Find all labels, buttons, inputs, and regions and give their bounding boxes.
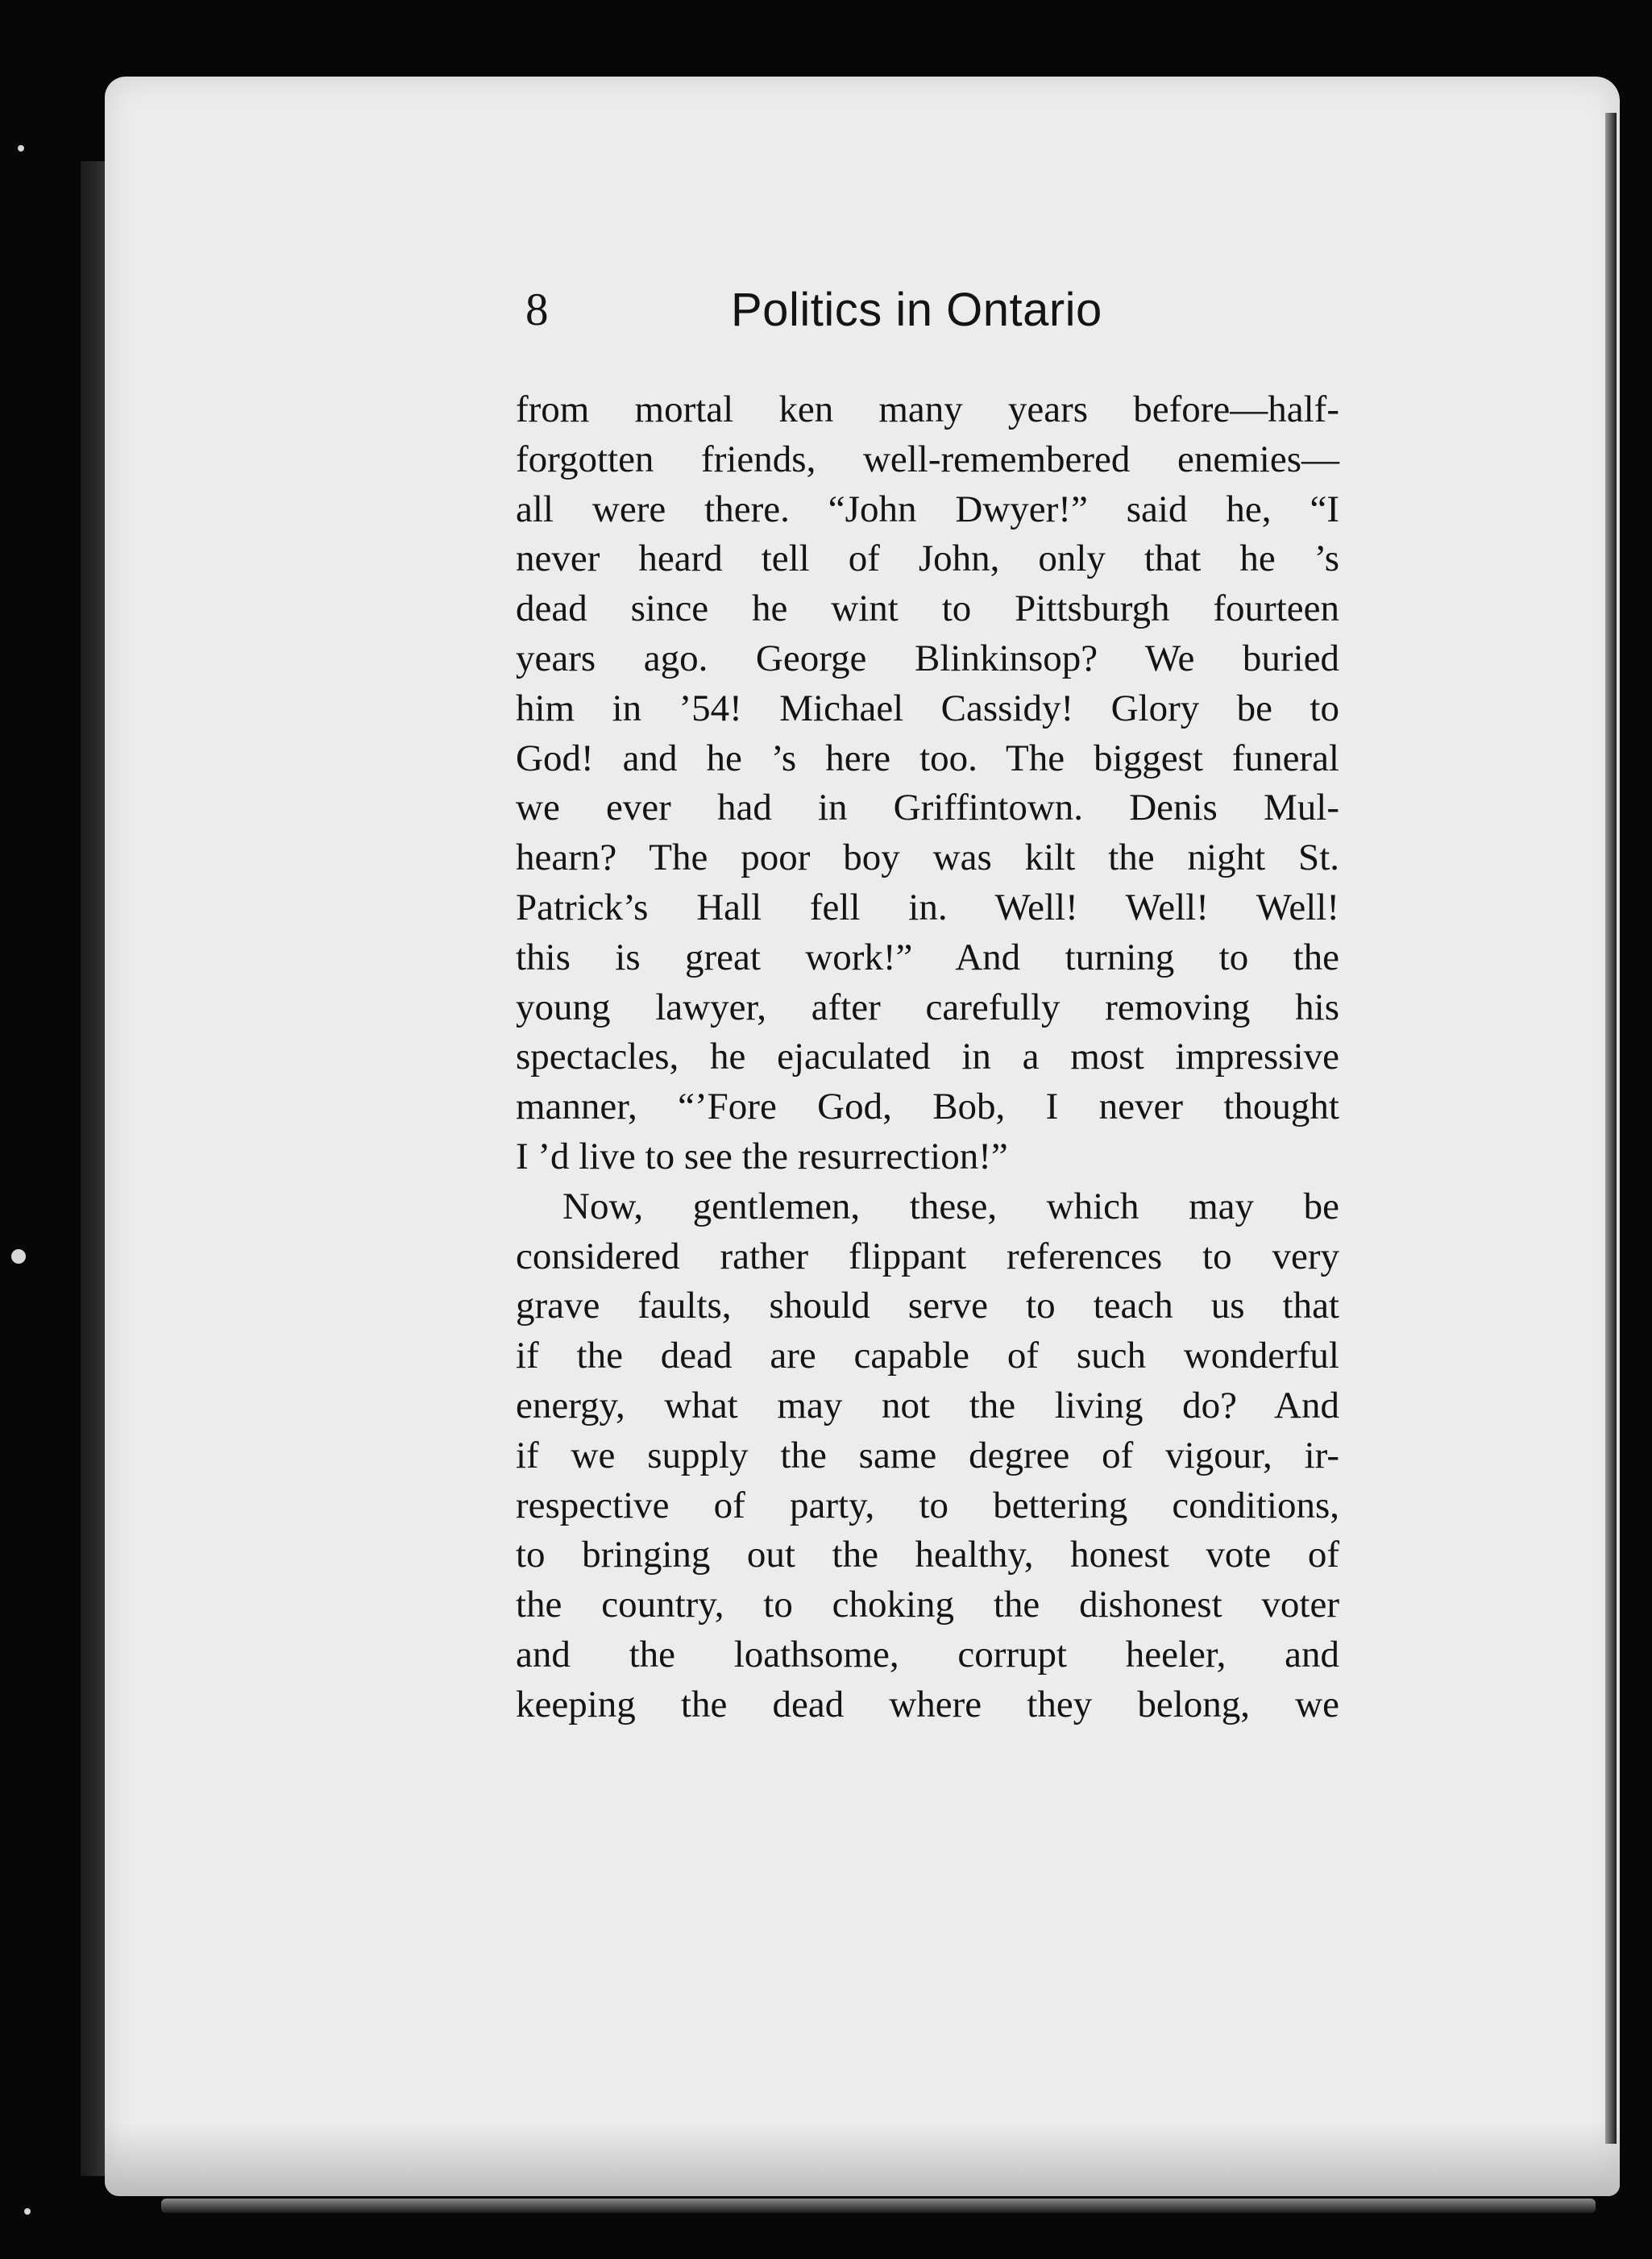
page-bottom-edge	[161, 2199, 1596, 2213]
text-line: forgotten friends, well-remembered enemies—	[516, 438, 1339, 480]
scan-speck	[11, 1249, 26, 1264]
text-line: keeping the dead where they belong, we	[516, 1683, 1339, 1725]
text-line: energy, what may not the living do? And	[516, 1384, 1339, 1426]
text-line: all were there. “John Dwyer!” said he, “I	[516, 488, 1339, 530]
page-number: 8	[525, 284, 549, 335]
body-text	[516, 385, 1339, 1730]
text-line: God! and he ’s here too. The biggest funeral	[516, 737, 1339, 779]
text-line: we ever had in Griffintown. Denis Mul-	[516, 787, 1339, 829]
text-line: Now, gentlemen, these, which may be	[562, 1185, 1339, 1227]
running-head: Politics in Ontario	[731, 284, 1102, 336]
page-right-edge	[1605, 113, 1617, 2144]
text-line: dead since he wint to Pittsburgh fourteen	[516, 588, 1339, 630]
text-line: from mortal ken many years before—half-	[516, 388, 1339, 430]
scan-speck	[18, 145, 24, 152]
text-line: him in ’54! Michael Cassidy! Glory be to	[516, 687, 1339, 729]
scan-speck	[24, 2208, 31, 2215]
text-line: respective of party, to bettering conditions,	[516, 1484, 1339, 1526]
text-line: spectacles, he ejaculated in a most impressive	[516, 1036, 1339, 1078]
text-line: Patrick’s Hall fell in. Well! Well! Well!	[516, 886, 1339, 928]
text-line: grave faults, should serve to teach us that	[516, 1285, 1339, 1327]
page-header	[525, 278, 1339, 343]
text-line: if the dead are capable of such wonderful	[516, 1335, 1339, 1377]
text-line: years ago. George Blinkinsop? We buried	[516, 637, 1339, 679]
text-line: young lawyer, after carefully removing his	[516, 986, 1339, 1028]
text-line: considered rather flippant references to very	[516, 1235, 1339, 1277]
text-line: and the loathsome, corrupt heeler, and	[516, 1633, 1339, 1676]
text-line: never heard tell of John, only that he ’s	[516, 538, 1339, 580]
text-line: I ’d live to see the resurrection!”	[516, 1135, 1008, 1177]
text-line: the country, to choking the dishonest voter	[516, 1584, 1339, 1626]
text-line: to bringing out the healthy, honest vote of	[516, 1534, 1339, 1576]
text-line: if we supply the same degree of vigour, ir-	[516, 1434, 1339, 1476]
text-line: this is great work!” And turning to the	[516, 936, 1339, 978]
text-line: hearn? The poor boy was kilt the night St.	[516, 837, 1339, 879]
text-line: manner, “’Fore God, Bob, I never thought	[516, 1086, 1339, 1128]
